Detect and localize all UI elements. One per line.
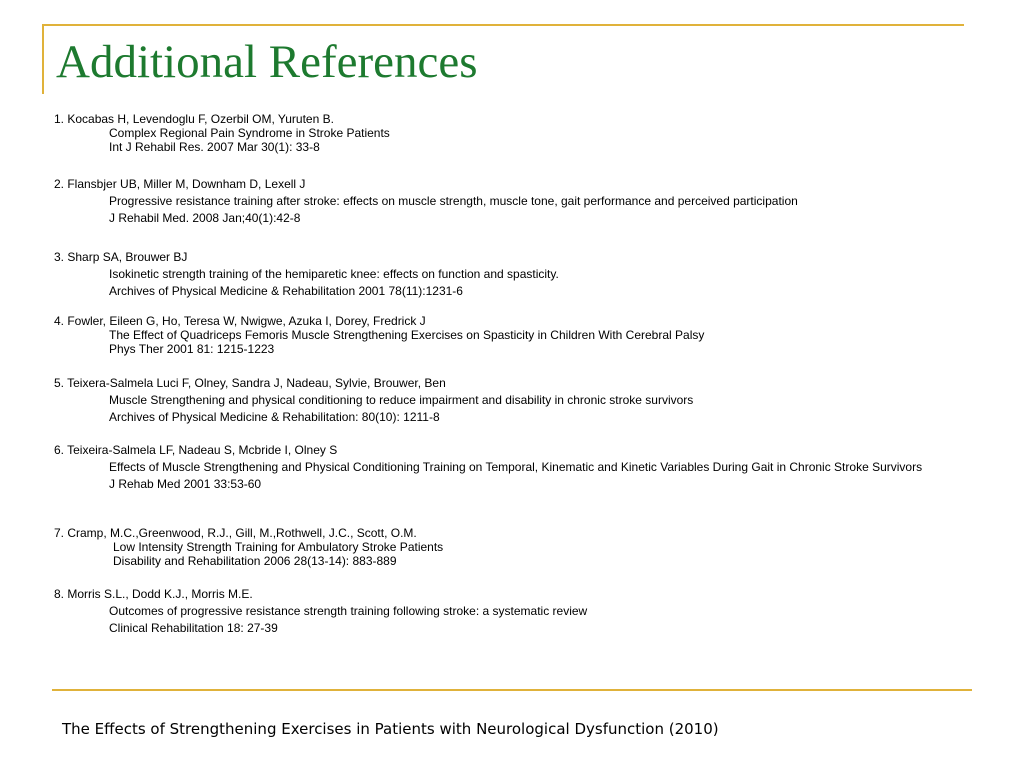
- reference-item-7: [54, 526, 944, 572]
- reference-source: J Rehabil Med. 2008 Jan;40(1):42-8: [109, 211, 301, 225]
- reference-authors: 6. Teixeira-Salmela LF, Nadeau S, Mcbride I, Olney S: [54, 443, 338, 457]
- reference-list: [54, 112, 944, 637]
- reference-title: Complex Regional Pain Syndrome in Stroke Patients: [109, 126, 390, 140]
- reference-source: Int J Rehabil Res. 2007 Mar 30(1): 33-8: [109, 140, 320, 154]
- reference-authors: 2. Flansbjer UB, Miller M, Downham D, Lexell J: [54, 177, 306, 191]
- reference-title: Muscle Strengthening and physical conditioning to reduce impairment and disability in chronic stroke survivors: [109, 393, 694, 407]
- reference-source: Disability and Rehabilitation 2006 28(13-14): 883-889: [113, 554, 397, 568]
- reference-item-4: [54, 314, 944, 360]
- reference-title: Progressive resistance training after stroke: effects on muscle strength, muscle tone, gait performance and perceived participation: [109, 194, 798, 208]
- reference-title: Outcomes of progressive resistance strength training following stroke: a systematic review: [109, 604, 588, 618]
- slide-footer: The Effects of Strengthening Exercises in Patients with Neurological Dysfunction (2010): [62, 720, 719, 738]
- reference-item-8: [54, 587, 944, 637]
- reference-title: Low Intensity Strength Training for Ambulatory Stroke Patients: [113, 540, 444, 554]
- reference-source: Archives of Physical Medicine & Rehabilitation: 80(10): 1211-8: [109, 410, 440, 424]
- reference-authors: 4. Fowler, Eileen G, Ho, Teresa W, Nwigwe, Azuka I, Dorey, Fredrick J: [54, 314, 426, 328]
- reference-item-3: [54, 250, 944, 300]
- footer-divider: [52, 689, 972, 691]
- reference-source: Phys Ther 2001 81: 1215-1223: [109, 342, 275, 356]
- slide-title: Additional References: [56, 36, 478, 88]
- reference-item-5: [54, 376, 944, 426]
- reference-authors: 8. Morris S.L., Dodd K.J., Morris M.E.: [54, 587, 253, 601]
- reference-authors: 3. Sharp SA, Brouwer BJ: [54, 250, 188, 264]
- reference-authors: 1. Kocabas H, Levendoglu F, Ozerbil OM, Yuruten B.: [54, 112, 334, 126]
- reference-source: Clinical Rehabilitation 18: 27-39: [109, 621, 278, 635]
- reference-authors: 5. Teixera-Salmela Luci F, Olney, Sandra J, Nadeau, Sylvie, Brouwer, Ben: [54, 376, 446, 390]
- reference-item-6: [54, 443, 944, 507]
- reference-source: J Rehab Med 2001 33:53-60: [109, 477, 262, 491]
- reference-authors: 7. Cramp, M.C.,Greenwood, R.J., Gill, M.,Rothwell, J.C., Scott, O.M.: [54, 526, 417, 540]
- reference-item-1: [54, 112, 944, 159]
- reference-source: Archives of Physical Medicine & Rehabilitation 2001 78(11):1231-6: [109, 284, 463, 298]
- reference-item-2: [54, 177, 944, 236]
- title-frame-top-rule: [42, 24, 964, 26]
- reference-title: Effects of Muscle Strengthening and Physical Conditioning Training on Temporal, Kinematic and Kinetic Variables During Gait in Chronic Stroke Survivors: [109, 460, 923, 474]
- title-frame-left-rule: [42, 24, 44, 94]
- reference-title: Isokinetic strength training of the hemiparetic knee: effects on function and spasticity.: [109, 267, 559, 281]
- reference-title: The Effect of Quadriceps Femoris Muscle Strengthening Exercises on Spasticity in Children With Cerebral Palsy: [109, 328, 705, 342]
